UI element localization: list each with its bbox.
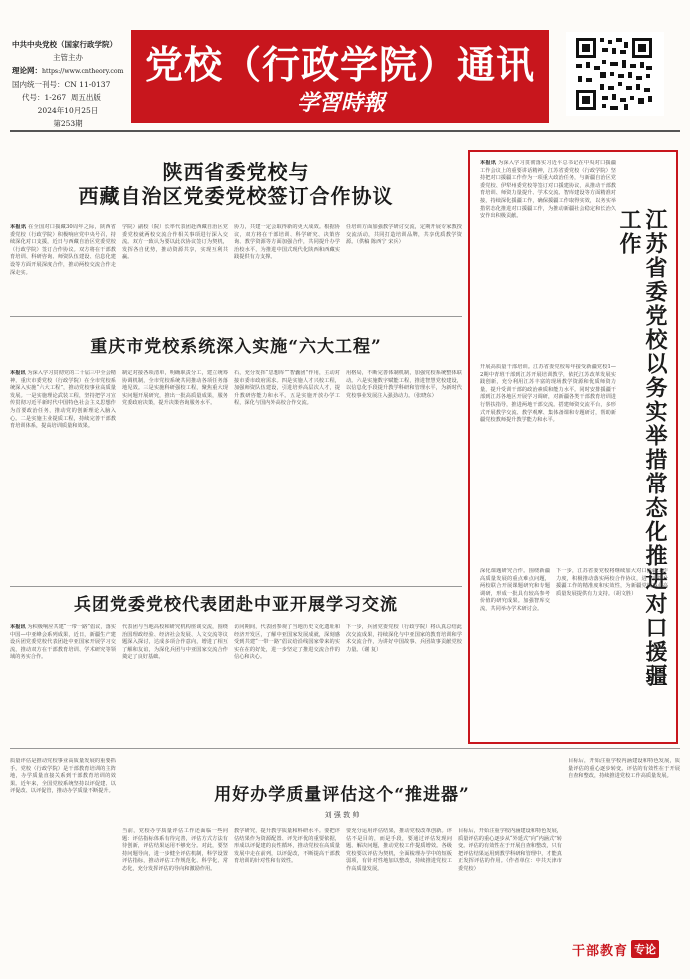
sidebar-body-bottom-2: 下一步，江苏省委党校将继续加大对口援疆工作力度，积极推动落实两校合作协议，进一步提升援疆工作的精准度和实效性，为新疆党校事业高质量发展提供有力支持。（胡文胜） [556, 568, 668, 597]
cn-number: CN 11-0137 [64, 80, 111, 89]
column-label [572, 938, 678, 960]
byline: 本报讯 [10, 224, 27, 230]
host: 主管主办 [53, 53, 83, 62]
masthead-banner [131, 30, 549, 123]
article-body-col-2: 代表团与当地高校和研究机构座谈交流，围绕治国理政经验、经济社会发展、人文交流等议题深入探讨，达成多项合作意向，增进了相互了解和友谊，为深化兵团与中亚国家交流合作奠定了良好基础。 [122, 624, 228, 661]
body-text: 在全国对口援藏30周年之际，陕西省委党校（行政学院）积极响应党中央号召，持续深化对口支援，近日与西藏自治区党委党校（行政学院）签订合作协议。双方将在干部教育培训、科研咨询、师资队伍建设、信息化建设等方面开展深度合作，推动两校交流合作走深走实。 [10, 224, 116, 276]
article-body-col-3: 访问期间，代表团参观了当地历史文化遗址和经济开发区，了解中亚国家发展成就，深刻感受到共建“一带一路”倡议给沿线国家带来的实实在在的好处，进一步坚定了推进交流合作的信心和决心。 [234, 624, 340, 661]
article-body-col-1 [10, 370, 116, 578]
code-label: 代号： [22, 93, 45, 102]
headline-line-2: 西藏自治区党委党校签订合作协议 [78, 184, 394, 208]
body-text: 为深入学习贯彻落实习近平总书记在中央对口援疆工作会议上的重要讲话精神，江苏省委党校（行政学院）坚持把对口援疆工作作为一项重大政治任务，与新疆自治区党委党校、伊犁州委党校等签订对口援建协议，从推动干部教育培训、师资力量提升、学术交流、智库建设等方面精准对接，持续深化援疆工作，确保援疆工作取得实效，以务实举措常态化推进对口援疆工作，为推动新疆社会稳定和长治久安作出积极贡献。 [480, 160, 616, 220]
date: 2024年10月25日 [37, 106, 99, 115]
article-body-col-3: 协力，共建一定会取得新的更大成效。根据协议，双方将在干部培训、科学研究、决策咨询、教学资源等方面加强合作，共同提升办学治校水平，为推进中国式现代化陕西和西藏实践提供有力支撑。 [234, 224, 340, 261]
article-headline: 重庆市党校系统深入实施“六大工程” [90, 337, 382, 357]
code-number: 1-267 [44, 93, 67, 102]
byline: 本报讯 [10, 624, 26, 630]
article-body-col-1: 质量评估是推动党校事业高质量发展的重要抓手。党校（行政学院）是干部教育培训的主阵地，办学质量直接关系到干部教育培训的效果。近年来，全国党校系统坚持以评促建、以评促改、以评促管，推动办学质量不断提升。 [10, 758, 116, 795]
article-body-col-5 [458, 828, 562, 970]
article-chongqing [10, 318, 462, 588]
article-shaanxi [10, 134, 462, 276]
qr-code-icon[interactable] [566, 32, 664, 116]
sidebar-body-top [480, 160, 616, 360]
article-author: 刘 强 敦 帅 [324, 811, 360, 819]
article-body-col-2: 当前，党校办学质量评估工作还面临一些问题：评估指标体系有待完善，评估方式方法有待创新，评估结果运用不够充分。对此，要坚持问题导向，进一步健全评估机制，科学设置评估指标，推动评估工作规范化、科学化、常态化，充分发挥评估的导向和激励作用。 [122, 828, 228, 872]
sponsor: 中共中央党校（国家行政学院） [12, 40, 117, 49]
byline: 本报讯 [480, 160, 497, 166]
article-headline: 用好办学质量评估这个“推进器” [214, 785, 470, 805]
masthead-rule [10, 130, 680, 132]
cn-line [12, 78, 124, 91]
divider [10, 748, 680, 749]
cn-label: 国内统一刊号： [12, 80, 65, 89]
article-body-col-4: 任培训方面加强教学研讨交流，定期开展专家教授交流活动，共同打造培训品牌，共享优质教学资源。（供稿 陈西宁 宋兵） [346, 224, 462, 246]
article-headline: 兵团党委党校代表团赴中亚开展学习交流 [74, 595, 398, 615]
byline: 本报讯 [10, 370, 26, 376]
masthead-logo: 学習時報 [296, 90, 385, 116]
headline-line-1: 陕西省委党校与 [162, 160, 310, 184]
issue: 第253期 [53, 119, 83, 128]
article-headline [10, 160, 462, 208]
website-line [12, 64, 124, 78]
sidebar-body-mid: 开展高质量干部培训。江苏省委党校每年接受新疆党校1—2期中青班干部到江苏开展培训教学，依托江苏改革发展实践创新，充分利用江苏丰富的现场教学资源和优质师资力量，提升受训干部的政治素质和能力水平。同时安排援疆干部到江苏各地区开展学习调研，对新疆各类干部教育培训进行帮扶指导，推进两地干部交流。搭建师资交流平台，多形式开展教学交流、教学观摩、集体备课和专题研讨，帮助新疆党校教师提升教学能力和水平。 [480, 364, 616, 424]
article-side-column [568, 758, 680, 970]
masthead-info [12, 38, 124, 130]
sidebar-jiangsu [468, 150, 678, 744]
code-line [12, 91, 124, 104]
article-body-col-4: 要充分运用评估结果，推动党校改革创新。评估不是目的，而是手段，要通过评估发现问题、解决问题，推动党校工作提质增效。各级党校要以评估为契机，全面梳理办学中的短板弱项，有针对性地加以整改，持续推进党校工作高质量发展。 [346, 828, 452, 872]
column-tag: 专论 [631, 940, 659, 958]
article-body-col-2: 学院）副校（院）长率代表团赴西藏自治区党委党校就两校交流合作相关事项进行深入交流。双方一致认为要以此次协议签订为契机，发挥各自优势，推动资源共享，实现互利共赢。 [122, 224, 228, 261]
masthead-title: 党校（行政学院）通讯 [144, 43, 535, 87]
article-body-col-4: 用格局，不断完善体制机制，加强党校系统整体联动。六是实施数字赋能工程，推进智慧党校建设，以信息化手段提升教学科研和管理水平，为新时代党校事业发展注入强劲动力。（张晓东） [346, 370, 462, 399]
article-body-col-1 [10, 624, 116, 744]
column-label-text: 干部教育 [572, 943, 629, 959]
side-text-block: 目标后，开始注重学校内涵建设和特色发展，质量评估的重心逐步转变。评估的有效性在于开展自查和整改，持续推进党校工作高质量发展。 [568, 758, 680, 780]
article-body-col-3: 石，充分发挥“思想库”“智囊团”作用，主动对接市委市政府需求。四是实施人才兴校工程，加强师资队伍建设，引进培养高层次人才，提升教研咨能力和水平。五是实施开放办学工程，深化与国内外高校合作交流。 [234, 370, 340, 407]
sidebar-body-bottom-1: 深化课题研究合作。围绕新疆高质量发展的重点难点问题，两校联合开展课题研究和专题调研，形成一批具有较高参考价值的研究成果。加强智库交流，共同举办学术研讨会。 [480, 568, 550, 612]
body-text: 为深入学习贯彻党的二十届三中全会精神，重庆市委党校（行政学院）在全市党校系统深入实施“六大工程”，推动党校事业高质量发展。一是实施理论武装工程，坚持把学习宣传贯彻习近平新时代中国特色社会主义思想作为首要政治任务，推动党的创新理论入脑入心。二是实施主业提质工程，持续完善干部教育培训体系，提高培训质量和效果。 [10, 370, 116, 430]
article-body-col-4: 下一步，兵团党委党校（行政学院）将认真总结此次交流成果，持续深化与中亚国家的教育培训和学术交流合作，为讲好中国故事、兵团故事贡献党校力量。（谢 复） [346, 624, 462, 653]
article-body-col-2: 制定对接各项清单，明确职责分工，建立统筹协调机制，全市党校系统共同推动各项任务落地见效。三是实施科研强校工程，聚焦重大现实问题开展研究，推出一批高质量成果，服务党委政府决策，提升决策咨询服务水平。 [122, 370, 228, 407]
body-text: 为积极响应共建“一带一路”倡议，落实中国—中亚峰会系列成果，近日，新疆生产建设兵团党委党校代表团赴中亚国家开展学习交流，推动双方在干部教育培训、学术研究等领域的务实合作。 [10, 624, 116, 661]
article-quality [10, 750, 680, 975]
weekly: 周五出版 [70, 93, 101, 102]
body-text: 目标后，开始注重学校内涵建设和特色发展，质量评估的重心逐步从“外延式”向“内涵式”转变。评估的有效性在于开展自查和整改，只有把评估结果运用到教学科研和管理中，才能真正发挥评估的作用。（作者单位：中共天津市委党校） [458, 828, 562, 872]
article-body-col-3: 教学研究，提升教学质量和科研水平。要把评估结果作为资源配置、评先评优的重要依据，形成以评促建的良性循环，推动党校在高质量发展中走在前列，以评促改，不断提高干部教育培训的针对性和有效性。 [234, 828, 340, 865]
article-body-col-1 [10, 224, 116, 310]
divider [10, 586, 462, 587]
site-label: 理论网： [12, 66, 42, 75]
masthead [0, 0, 690, 128]
site-url[interactable]: https://www.cntheory.com [42, 68, 124, 75]
divider [10, 316, 462, 317]
sidebar-headline: 江苏省委党校以务实举措常态化推进对口援疆工作 [616, 208, 668, 688]
